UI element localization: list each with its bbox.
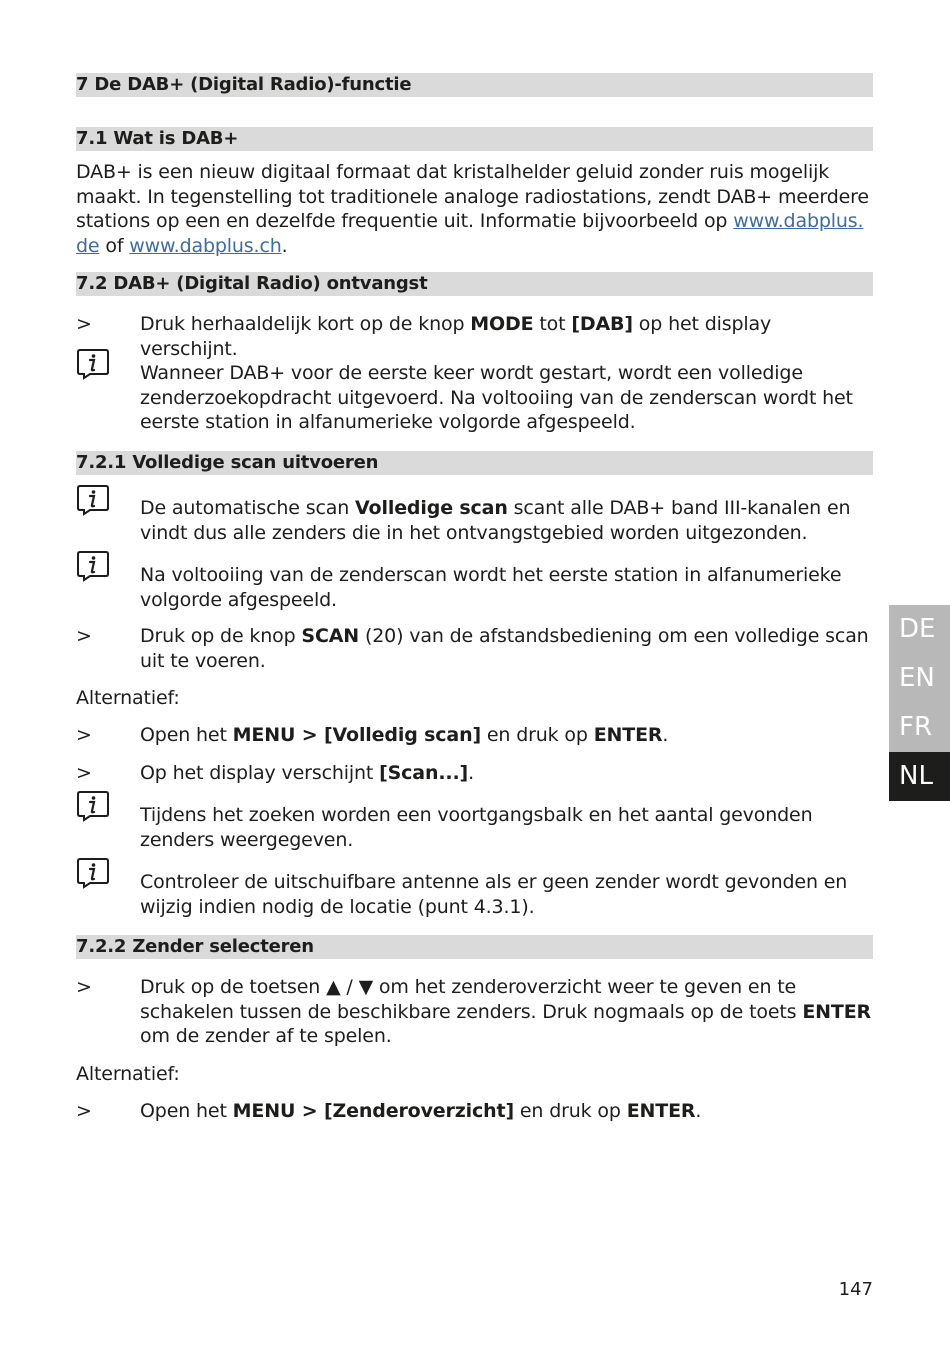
text: . bbox=[662, 724, 669, 746]
text: Open het bbox=[140, 1100, 233, 1122]
paragraph-line: DAB+ is een nieuw digitaal formaat dat kristalhelder geluid zonder ruis mogelijk bbox=[76, 161, 830, 183]
alternative-label: Alternatief: bbox=[76, 687, 180, 709]
step-text bbox=[140, 312, 874, 361]
section-heading-7-2-1: 7.2.1 Volledige scan uitvoeren bbox=[76, 451, 873, 475]
text-line: Controleer de uitschuifbare antenne als er geen zender wordt gevonden en bbox=[140, 871, 848, 893]
text-line: volgorde afgespeeld. bbox=[140, 588, 337, 611]
dabplus-de-link[interactable]: www.dabplus. bbox=[733, 210, 864, 232]
section-heading-7-1: 7.1 Wat is DAB+ bbox=[76, 127, 873, 151]
step-text bbox=[140, 761, 874, 786]
info-icon bbox=[76, 790, 110, 822]
text: Op het display verschijnt bbox=[140, 762, 380, 784]
step-marker: > bbox=[76, 724, 92, 746]
text-line bbox=[140, 624, 874, 649]
text-line: Tijdens het zoeken worden een voortgangsbalk en het aantal gevonden bbox=[140, 804, 813, 826]
info-text bbox=[140, 361, 874, 435]
section-heading-7-2-2: 7.2.2 Zender selecteren bbox=[76, 935, 873, 959]
step-marker: > bbox=[76, 976, 92, 998]
text-bold: MENU > [Zenderoverzicht] bbox=[232, 1100, 514, 1122]
info-text bbox=[140, 803, 874, 852]
paragraph-line: maakt. In tegenstelling tot traditionele analoge radiostations, zendt DAB+ meerdere bbox=[76, 185, 869, 208]
info-text bbox=[140, 496, 874, 545]
text-line: uit te voeren. bbox=[140, 649, 266, 672]
text-line bbox=[140, 496, 874, 521]
page-number: 147 bbox=[838, 1279, 873, 1300]
step-text bbox=[140, 975, 874, 1049]
text-line: zenderzoekopdracht uitgevoerd. Na voltooiing van de zenderscan wordt het bbox=[140, 386, 853, 409]
step-text bbox=[140, 624, 874, 673]
text: Druk op de knop bbox=[140, 625, 302, 647]
text: op het display verschijnt. bbox=[140, 313, 772, 360]
text-line: vindt dus alle zenders die in het ontvangstgebied worden uitgezonden. bbox=[140, 521, 808, 544]
info-text bbox=[140, 870, 874, 919]
language-tab-de[interactable]: DE bbox=[889, 605, 950, 654]
text: en druk op bbox=[480, 724, 594, 746]
text: (20) van de afstandsbediening om een volledige scan bbox=[359, 625, 869, 647]
paragraph-text: . bbox=[281, 234, 288, 257]
text: . bbox=[468, 762, 474, 784]
text-bold: SCAN bbox=[301, 625, 360, 647]
text-line: Druk op de toetsen ▲ / ▼ om het zenderoverzicht weer te geven en te bbox=[140, 976, 797, 998]
paragraph-line bbox=[76, 209, 876, 234]
paragraph-line bbox=[76, 234, 876, 259]
text-bold: Volledige scan bbox=[355, 497, 508, 519]
step-marker: > bbox=[76, 1100, 92, 1122]
text: De automatische scan bbox=[140, 497, 356, 519]
section-heading-7-2: 7.2 DAB+ (Digital Radio) ontvangst bbox=[76, 272, 873, 296]
paragraph-text: stations op een en dezelfde frequentie uit. Informatie bijvoorbeeld op bbox=[76, 210, 734, 232]
text-line: zenders weergegeven. bbox=[140, 828, 354, 851]
alternative-label: Alternatief: bbox=[76, 1063, 180, 1085]
info-icon bbox=[76, 348, 110, 380]
text-line: om de zender af te spelen. bbox=[140, 1025, 392, 1047]
text: Open het bbox=[140, 724, 233, 746]
text-bold: [DAB] bbox=[571, 313, 633, 335]
step-text bbox=[140, 723, 874, 748]
dabplus-de-link-continued[interactable]: de bbox=[76, 234, 100, 257]
chapter-heading: 7 De DAB+ (Digital Radio)-functie bbox=[76, 73, 873, 97]
language-tab-en[interactable]: EN bbox=[889, 654, 950, 703]
text-line: Na voltooiing van de zenderscan wordt het eerste station in alfanumerieke bbox=[140, 564, 842, 586]
paragraph-text: of bbox=[99, 234, 130, 257]
text-line: Wanneer DAB+ voor de eerste keer wordt gestart, wordt een volledige bbox=[140, 362, 803, 384]
step-text bbox=[140, 1099, 874, 1124]
text-bold: MODE bbox=[470, 313, 534, 335]
text-bold: ENTER bbox=[626, 1100, 696, 1122]
section-7-1-paragraph bbox=[76, 160, 876, 258]
info-icon bbox=[76, 857, 110, 889]
step-marker: > bbox=[76, 762, 92, 784]
text: en druk op bbox=[514, 1100, 627, 1122]
step-marker: > bbox=[76, 313, 92, 335]
text: tot bbox=[533, 313, 572, 335]
language-tab-nl[interactable]: NL bbox=[889, 752, 950, 801]
info-icon bbox=[76, 550, 110, 582]
text: schakelen tussen de beschikbare zenders. Druk nogmaals op de toets bbox=[140, 1000, 803, 1023]
dabplus-ch-link[interactable]: www.dabplus.ch bbox=[129, 234, 282, 257]
text-bold: MENU > [Volledig scan] bbox=[232, 724, 481, 746]
text-bold: [Scan...] bbox=[379, 762, 469, 784]
step-marker: > bbox=[76, 625, 92, 647]
text: Druk herhaaldelijk kort op de knop bbox=[140, 313, 471, 335]
text-line bbox=[140, 1000, 874, 1025]
text-line: eerste station in alfanumerieke volgorde afgespeeld. bbox=[140, 411, 636, 433]
text: . bbox=[695, 1100, 702, 1122]
info-text bbox=[140, 563, 874, 612]
language-tab-fr[interactable]: FR bbox=[889, 703, 950, 752]
text: scant alle DAB+ band III-kanalen en bbox=[507, 497, 851, 519]
text-bold: ENTER bbox=[593, 724, 663, 746]
text-line: wijzig indien nodig de locatie (punt 4.3.1). bbox=[140, 895, 535, 918]
info-icon bbox=[76, 484, 110, 516]
text-bold: ENTER bbox=[802, 1000, 872, 1023]
